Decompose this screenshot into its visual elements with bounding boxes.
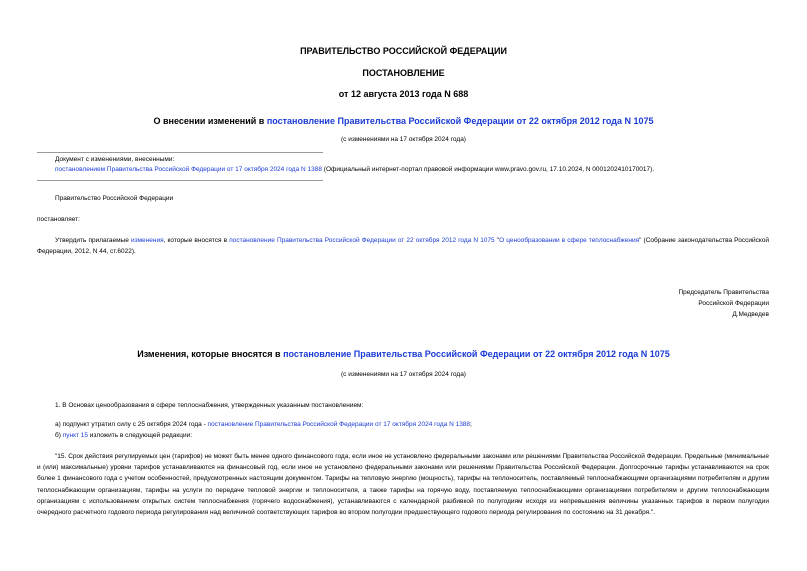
approve-paragraph: [37, 235, 769, 257]
signature-title: Председатель Правительства: [678, 289, 769, 296]
revision-note: (с изменениями на 17 октября 2024 года): [341, 136, 466, 143]
changes-title-prefix: Изменения, которые вносятся в: [137, 349, 284, 359]
signature-block: [678, 287, 769, 320]
changes-revision-note: (с изменениями на 17 октября 2024 года): [341, 371, 466, 378]
changes-item-1: 1. В Основах ценообразования в сфере теплоснабжения, утвержденных указанным постановлением:: [55, 402, 364, 409]
changes-title: [0, 349, 807, 359]
topic-link[interactable]: О ценообразовании в сфере теплоснабжения: [499, 237, 640, 244]
doc-type-heading: ПОСТАНОВЛЕНИЕ: [362, 68, 445, 78]
changes-sub-a: [55, 421, 472, 428]
sub-b-prefix: б): [55, 432, 63, 439]
divider-top: [37, 152, 323, 153]
resolution-1075-link[interactable]: постановление Правительства Российской Федерации от 22 октября 2012 года N 1075: [229, 237, 495, 244]
changes-link[interactable]: изменения: [130, 237, 164, 244]
sub-a-link[interactable]: постановление Правительства Российской Федерации от 17 октября 2024 года N 1388: [207, 421, 471, 428]
doc-date-number: от 12 августа 2013 года N 688: [338, 89, 469, 99]
quote-open: ": [494, 237, 500, 244]
signature-country: Российской Федерации: [698, 300, 769, 307]
sub-b-suffix: изложить в следующей редакции:: [88, 432, 193, 439]
revisions-resolution-link[interactable]: постановлением Правительства Российской Федерации от 17 октября 2024 года N 1388: [55, 166, 322, 173]
government-heading: ПРАВИТЕЛЬСТВО РОССИЙСКОЙ ФЕДЕРАЦИИ: [300, 46, 507, 56]
title-resolution-link[interactable]: постановление Правительства Российской Федерации от 22 октября 2012 года N 1075: [266, 116, 654, 126]
point-15-quote: "15. Срок действия регулируемых цен (тарифов) не может быть менее одного финансового года, если иное не установлено федеральными законами или решениями Правительства Российской Федерации. Предельные (минимальные и (или) максимальные) уровни тарифов устанавливаются на финансовый год, если иное не установлено федеральными законами или решениями Правительства Российской Федерации. Долгосрочные тарифы устанавливаются на срок более 1 финансового года с учетом особенностей, предусмотренных настоящим документом. Тарифы на тепловую энергию (мощность), тарифы на теплоноситель, поставляемый теплоснабжающими организациями потребителям и другим теплоснабжающим организациям, тарифы на услуги по передаче тепловой энергии и теплоносителя, а также тарифы на горячую воду, поставляемую теплоснабжающими организациями потребителям и другим теплоснабжающим организациям с использованием открытых систем теплоснабжения (горячего водоснабжения), устанавливаются с календарной разбивкой по полугодиям исходя из непревышения величины указанных тарифов в первом полугодии очередного расчетного годового периода регулирования над величиной соответствующих тарифов во втором полугодии предшествующего годового периода регулирования по состоянию на 31 декабря.".: [37, 453, 769, 517]
point-15-link[interactable]: пункт 15: [62, 432, 88, 439]
decrees-text: постановляет:: [37, 216, 80, 223]
sub-a-suffix: ;: [470, 421, 472, 428]
changes-sub-b: [55, 432, 192, 439]
government-body: Правительство Российской Федерации: [55, 195, 174, 202]
signature-name: Д.Медведев: [732, 311, 769, 318]
changes-title-link[interactable]: постановление Правительства Российской Федерации от 22 октября 2012 года N 1075: [283, 349, 670, 359]
approve-mid: , которые вносятся в: [163, 237, 230, 244]
revisions-label: Документ с изменениями, внесенными:: [55, 156, 175, 163]
approve-suffix: " (Собрание законодательства Российской Федерации, 2012, N 44, ст.6022).: [37, 237, 770, 255]
approve-prefix: Утвердить прилагаемые: [55, 237, 131, 244]
divider-bottom: [37, 180, 323, 181]
revisions-entry: [55, 166, 654, 173]
title-prefix: О внесении изменений в: [153, 116, 267, 126]
document-title: [0, 116, 807, 126]
sub-a-prefix: а) подпункт утратил силу с 25 октября 2024 года -: [55, 421, 208, 428]
revisions-source: (Официальный интернет-портал правовой информации www.pravo.gov.ru, 17.10.2024, N 0001202410170017).: [321, 166, 655, 173]
